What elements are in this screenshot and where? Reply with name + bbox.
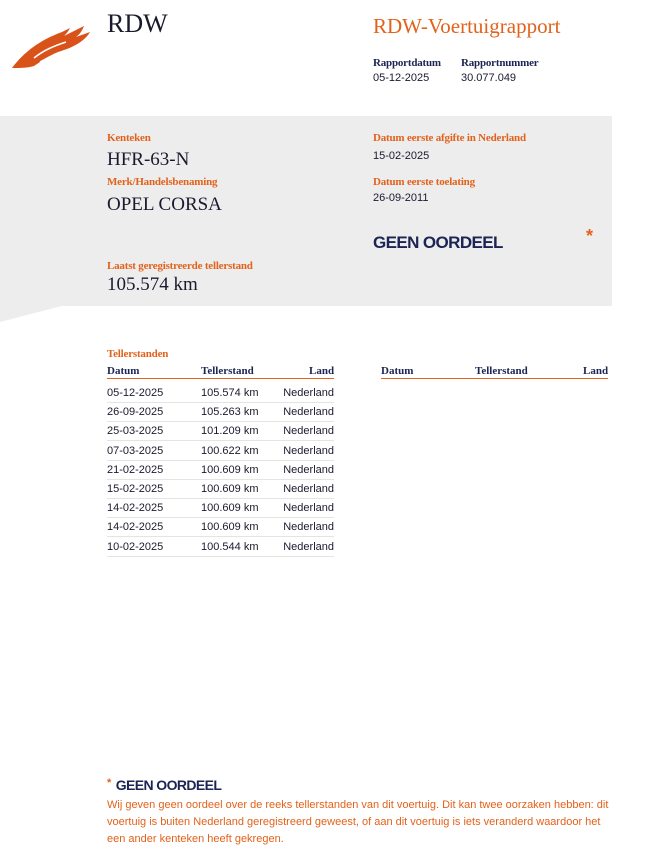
row-date: 21-02-2025 bbox=[107, 463, 164, 476]
table-row bbox=[107, 402, 334, 422]
col-header-reading-2: Tellerstand bbox=[475, 365, 528, 377]
row-country: Nederland bbox=[283, 387, 334, 399]
report-number-label: Rapportnummer bbox=[461, 57, 539, 69]
row-reading: 101.209 km bbox=[201, 425, 259, 438]
report-date-label: Rapportdatum bbox=[373, 57, 441, 69]
readings-section-label: Tellerstanden bbox=[107, 348, 169, 360]
row-reading: 100.622 km bbox=[201, 444, 259, 457]
row-date: 15-02-2025 bbox=[107, 483, 164, 495]
table-row bbox=[107, 460, 334, 480]
row-country: Nederland bbox=[283, 521, 334, 534]
table-row bbox=[107, 537, 334, 557]
table-header-rule-2 bbox=[381, 378, 608, 379]
odometer-value: 105.574 km bbox=[107, 274, 198, 295]
report-number: 30.077.049 bbox=[461, 72, 517, 84]
panel-corner-decoration bbox=[0, 306, 62, 322]
odometer-label: Laatst geregistreerde tellerstand bbox=[107, 260, 253, 272]
col-header-reading: Tellerstand bbox=[201, 365, 254, 377]
row-reading: 105.263 km bbox=[201, 406, 259, 419]
table-row bbox=[107, 421, 334, 441]
rdw-wing-logo-icon bbox=[10, 22, 94, 72]
table-header-rule bbox=[107, 378, 334, 379]
first-nl-value: 15-02-2025 bbox=[373, 150, 430, 162]
row-reading: 100.609 km bbox=[201, 502, 259, 515]
footnote-text: Wij geven geen oordeel over de reeks tellerstanden van dit voertuig. Dit kan twee oorzaken hebben: dit voertuig is buiten Nederland geregistreerd geweest, of aan dit voertuig is iets veranderd waardoor het een ander kenteken heeft gekregen. bbox=[107, 799, 609, 845]
rdw-logo bbox=[10, 22, 94, 72]
vehicle-summary-panel bbox=[0, 116, 612, 306]
footnote-title: GEEN OORDEEL bbox=[115, 777, 222, 793]
col-header-date-2: Datum bbox=[381, 365, 414, 377]
first-nl-label: Datum eerste afgifte in Nederland bbox=[373, 132, 526, 144]
col-header-country: Land bbox=[309, 365, 335, 377]
plate-value: HFR-63-N bbox=[107, 149, 190, 170]
row-reading: 100.609 km bbox=[201, 483, 259, 495]
row-reading: 100.544 km bbox=[201, 540, 259, 553]
row-reading: 105.574 km bbox=[201, 387, 259, 399]
table-row bbox=[107, 383, 334, 403]
row-date: 05-12-2025 bbox=[107, 387, 164, 399]
table-row bbox=[107, 479, 334, 499]
row-date: 26-09-2025 bbox=[107, 406, 164, 419]
col-header-country-2: Land bbox=[583, 365, 609, 377]
make-value: OPEL CORSA bbox=[107, 194, 222, 215]
row-date: 25-03-2025 bbox=[107, 425, 164, 438]
footnote-title-line bbox=[107, 777, 221, 795]
row-reading: 100.609 km bbox=[201, 521, 259, 534]
row-date: 14-02-2025 bbox=[107, 502, 164, 515]
row-country: Nederland bbox=[283, 425, 334, 438]
brand-name: RDW bbox=[107, 9, 168, 38]
footnote-marker: * bbox=[107, 777, 112, 789]
first-admission-value: 26-09-2011 bbox=[373, 192, 429, 204]
row-country: Nederland bbox=[283, 483, 334, 495]
row-date: 07-03-2025 bbox=[107, 444, 164, 457]
verdict-asterisk: * bbox=[586, 226, 594, 246]
row-country: Nederland bbox=[283, 463, 334, 476]
row-country: Nederland bbox=[283, 502, 334, 515]
row-reading: 100.609 km bbox=[201, 463, 259, 476]
make-label: Merk/Handelsbenaming bbox=[107, 176, 218, 188]
table-row bbox=[107, 498, 334, 518]
report-title: RDW-Voertuigrapport bbox=[373, 14, 561, 38]
row-date: 10-02-2025 bbox=[107, 540, 164, 553]
plate-label: Kenteken bbox=[107, 132, 151, 144]
row-country: Nederland bbox=[283, 540, 334, 553]
table-row bbox=[107, 517, 334, 537]
report-date: 05-12-2025 bbox=[373, 72, 430, 84]
first-admission-label: Datum eerste toelating bbox=[373, 176, 475, 188]
row-date: 14-02-2025 bbox=[107, 521, 164, 534]
col-header-date: Datum bbox=[107, 365, 140, 377]
row-country: Nederland bbox=[283, 406, 334, 419]
verdict: GEEN OORDEEL bbox=[373, 233, 503, 252]
row-country: Nederland bbox=[283, 444, 334, 457]
table-row bbox=[107, 441, 334, 461]
